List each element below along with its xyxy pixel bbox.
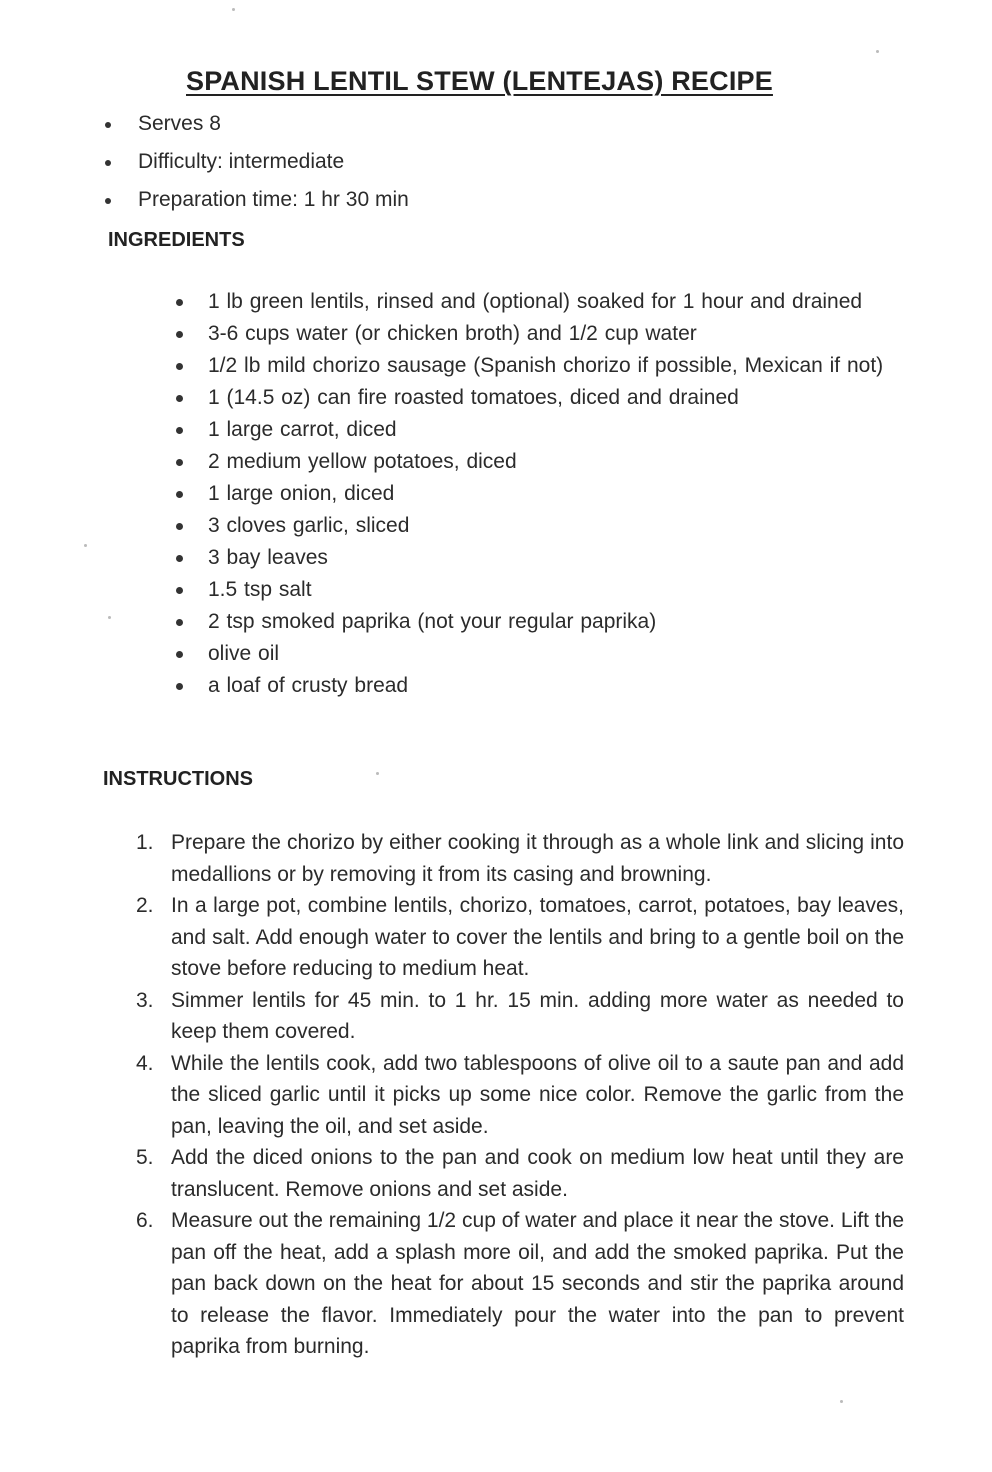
ingredient-item: 1.5 tsp salt	[172, 576, 914, 604]
instructions-heading: INSTRUCTIONS	[103, 768, 253, 790]
ingredient-item: 3-6 cups water (or chicken broth) and 1/2 cup water	[172, 320, 914, 348]
recipe-title: SPANISH LENTIL STEW (LENTEJAS) RECIPE	[186, 66, 773, 96]
scan-speck	[376, 772, 379, 775]
step-text: Measure out the remaining 1/2 cup of water and place it near the stove. Lift the pan off the heat, add a splash more oil, and add the smoked paprika. Put the pan back down on the heat for about 15 seconds and stir the paprika around to release the flavor. Immediately pour the water into the pan to prevent paprika from burning.	[171, 1209, 904, 1358]
instruction-step	[130, 827, 904, 890]
ingredient-item: olive oil	[172, 640, 914, 668]
step-text: Simmer lentils for 45 min. to 1 hr. 15 min. adding more water as needed to keep them covered.	[171, 988, 904, 1043]
ingredient-item: 1 large carrot, diced	[172, 416, 914, 444]
scan-speck	[108, 616, 111, 619]
scan-speck	[840, 1400, 843, 1403]
scan-speck	[232, 8, 235, 11]
step-number: 1.	[136, 831, 154, 854]
step-number: 5.	[136, 1146, 154, 1169]
instructions-list	[130, 827, 904, 1363]
step-text: While the lentils cook, add two tablespoons of olive oil to a saute pan and add the sliced garlic until it picks up some nice color. Remove the garlic from the pan, leaving the oil, and set aside.	[171, 1051, 904, 1138]
step-number: 4.	[136, 1051, 154, 1075]
ingredient-item: 1 large onion, diced	[172, 480, 914, 508]
ingredient-item: 3 bay leaves	[172, 544, 914, 572]
instruction-step	[130, 985, 904, 1048]
instruction-step	[130, 1048, 904, 1143]
ingredient-item: 1/2 lb mild chorizo sausage (Spanish chorizo if possible, Mexican if not)	[172, 352, 914, 380]
meta-difficulty: Difficulty: intermediate	[100, 148, 409, 186]
instruction-step	[130, 890, 904, 985]
instruction-step	[130, 1205, 904, 1363]
meta-prep-time: Preparation time: 1 hr 30 min	[100, 186, 409, 224]
ingredient-item: 1 lb green lentils, rinsed and (optional) soaked for 1 hour and drained	[172, 288, 914, 316]
recipe-meta-list	[100, 110, 409, 224]
scan-speck	[876, 50, 879, 53]
scan-speck	[84, 544, 87, 547]
meta-servings: Serves 8	[100, 110, 409, 148]
ingredients-heading: INGREDIENTS	[108, 229, 245, 251]
ingredients-list	[172, 288, 914, 704]
ingredient-item: 3 cloves garlic, sliced	[172, 512, 914, 540]
step-number: 6.	[136, 1209, 154, 1232]
step-text: In a large pot, combine lentils, chorizo, tomatoes, carrot, potatoes, bay leaves, and salt. Add enough water to cover the lentils and bring to a gentle boil on the stove before reducing to medium heat.	[171, 894, 904, 980]
ingredient-item: a loaf of crusty bread	[172, 672, 914, 700]
instruction-step	[130, 1142, 904, 1205]
step-number: 2.	[136, 894, 154, 917]
ingredient-item: 2 tsp smoked paprika (not your regular paprika)	[172, 608, 914, 636]
ingredient-item: 1 (14.5 oz) can fire roasted tomatoes, diced and drained	[172, 384, 914, 412]
ingredient-item: 2 medium yellow potatoes, diced	[172, 448, 914, 476]
step-text: Add the diced onions to the pan and cook on medium low heat until they are translucent. Remove onions and set aside.	[171, 1146, 904, 1201]
step-number: 3.	[136, 988, 154, 1012]
step-text: Prepare the chorizo by either cooking it through as a whole link and slicing into medallions or by removing it from its casing and browning.	[171, 831, 904, 886]
